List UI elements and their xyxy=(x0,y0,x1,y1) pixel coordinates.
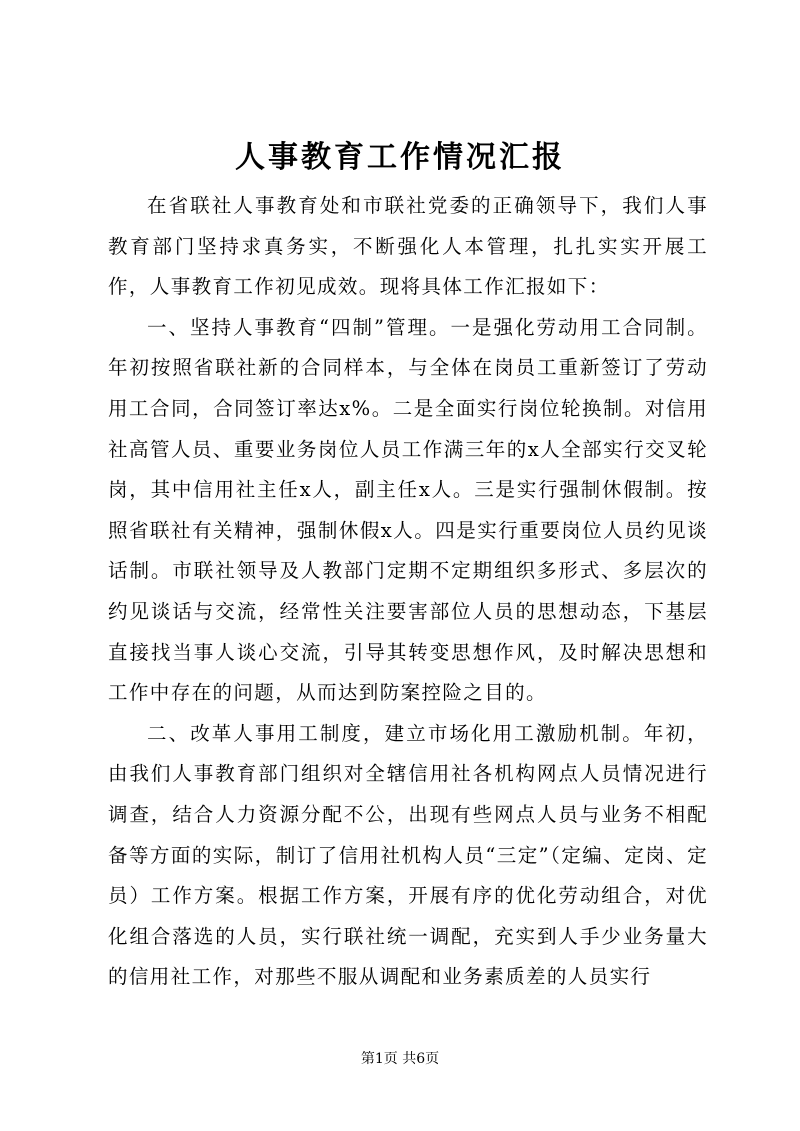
paragraph-section-one: 一、坚持人事教育“四制”管理。一是强化劳动用工合同制。年初按照省联社新的合同样本，与全体在岗员工重新签订了劳动用工合同，合同签订率达x%。二是全面实行岗位轮换制。对信用社高管人员、重要业务岗位人员工作满三年的x人全部实行交叉轮岗，其中信用社主任x人，副主任x人。三是实行强制休假制。按照省联社有关精神，强制休假x人。四是实行重要岗位人员约见谈话制。市联社领导及人教部门定期不定期组织多形式、多层次的约见谈话与交流，经常性关注要害部位人员的思想动态，下基层直接找当事人谈心交流，引导其转变思想作风，及时解决思想和工作中存在的问题，从而达到防案控险之目的。 xyxy=(108,315,708,705)
document-title: 人事教育工作情况汇报 xyxy=(235,140,565,175)
page-number-footer: 第1页 共6页 xyxy=(360,1051,440,1067)
paragraph-intro: 在省联社人事教育处和市联社党委的正确领导下，我们人事教育部门坚持求真务实，不断强化人本管理，扎扎实实开展工作，人事教育工作初见成效。现将具体工作汇报如下： xyxy=(108,194,708,299)
paragraph-section-two: 二、改革人事用工制度，建立市场化用工激励机制。年初，由我们人事教育部门组织对全辖信用社各机构网点人员情况进行调查，结合人力资源分配不公，出现有些网点人员与业务不相配备等方面的实际，制订了信用社机构人员“三定”（定编、定岗、定员）工作方案。根据工作方案，开展有序的优化劳动组合，对优化组合落选的人员，实行联社统一调配，充实到人手少业务量大的信用社工作，对那些不服从调配和业务素质差的人员实行 xyxy=(108,721,708,989)
document-body xyxy=(108,186,708,998)
